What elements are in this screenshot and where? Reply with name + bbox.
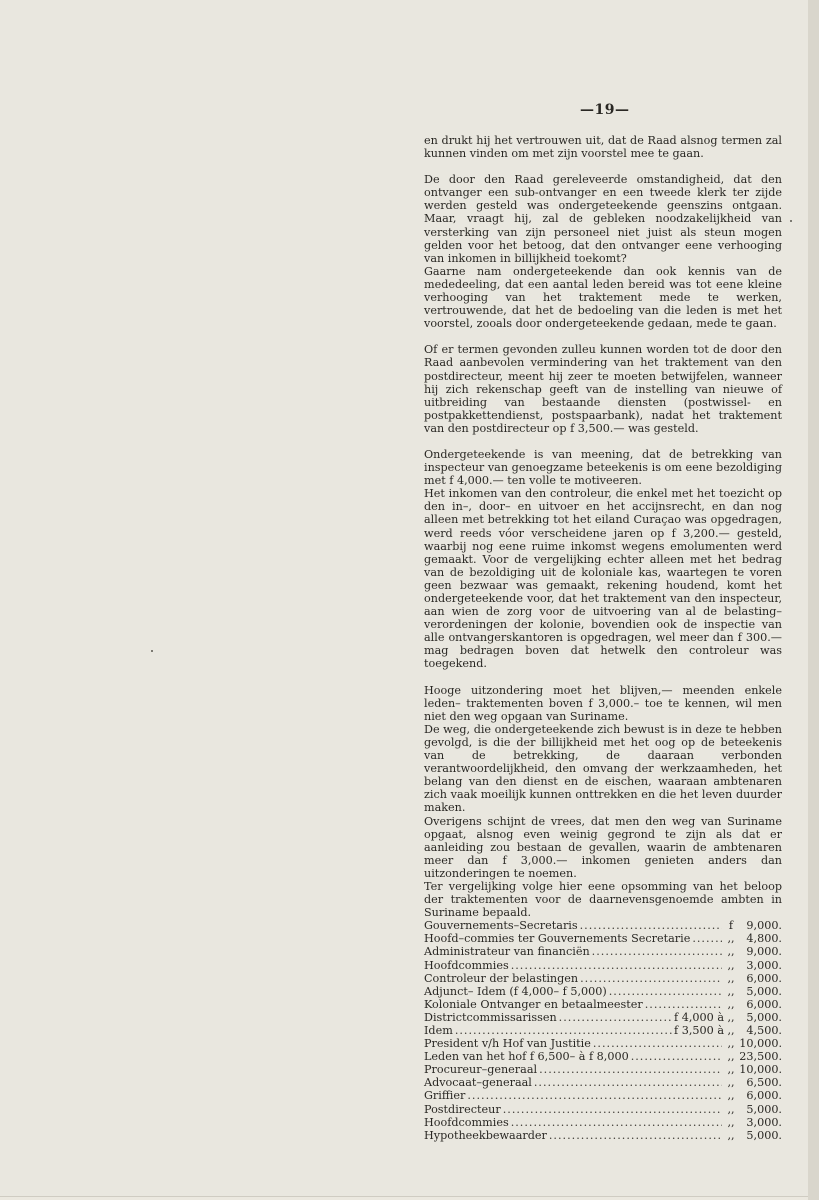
table-row: Hoofd–commies ter Gouvernements Secretarie ..... ,, 4,800. [424,932,782,945]
table-row: Griffier ..... ,, 6,000. [424,1089,782,1102]
table-row: Procureur–generaal ..... ,, 10,000. [424,1063,782,1076]
paragraph: Ondergeteekende is van meening, dat de betrekking van inspecteur van genoegzame beteekenis is om eene bezoldiging met f 4,000.— ten volle te motiveeren. [424,447,782,488]
paragraph: en drukt hij het vertrouwen uit, dat de Raad alsnog termen zal kunnen vinden om met zijn voorstel mee te gaan. [424,134,782,161]
salary-table [424,919,782,1142]
table-row: Koloniale Ontvanger en betaalmeester ..... ,, 6,000. [424,998,782,1011]
table-row: Leden van het hof f 6,500– à f 8,000 ..... ,, 23,500. [424,1050,782,1063]
table-row: President v/h Hof van Justitie ..... ,, 10,000. [424,1037,782,1050]
speck [151,650,153,652]
text-column [424,134,782,1142]
speck [790,220,792,222]
table-row: Gouvernements–Secretaris ..... f 9,000. [424,919,782,932]
paragraph: Gaarne nam ondergeteekende dan ook kennis van de mededeeling, dat een aantal leden bereid was tot eene kleine verhooging van het traktement mede te werken, vertrouwende, dat het de bedoeling van die leden is met het voorstel, zooals door ondergeteekende gedaan, mede te gaan. [424,264,782,331]
table-row: Advocaat–generaal ..... ,, 6,500. [424,1076,782,1089]
paragraph: Ter vergelijking volge hier eene opsomming van het beloop der traktementen voor de daarnevensgenoemde ambten in Suriname bepaald. [424,879,782,920]
paragraph: Het inkomen van den controleur, die enkel met het toezicht op den in–, door– en uitvoer en het accijnsrecht, en dan nog alleen met betrekking tot het eiland Curaçao was opgedragen, werd reeds vóor verscheidene jaren op f 3,200.— gesteld, waarbij nog eene ruime inkomst wegens emolumenten werd gemaakt. Voor de vergelijking echter alleen met het bedrag van de bezoldiging uit de koloniale kas, waartegen te voren geen bezwaar was gemaakt, rekening houdend, komt het ondergeteekende voor, dat het traktement van den inspecteur, aan wien de zorg voor de uitvoering van al de belasting–verordeningen der kolonie, bovendien ook de inspectie van alle ontvangerskantoren is opgedragen, wel meer dan f 300.— mag bedragen boven dat hetwelk den controleur was toegekend. [424,487,782,671]
page-number: —19— [580,102,630,118]
table-row: Idem ..... f 3,500 à ,, 4,500. [424,1024,782,1037]
paragraph: De weg, die ondergeteekende zich bewust is in deze te hebben gevolgd, is die der billijkheid met het oog op de beteekenis van de betrekking, de daaraan verbonden verantwoordelijkheid, den omvang der werkzaamheden, het belang van den dienst en de eischen, waaraan ambtenaren zich vaak moeilijk kunnen onttrekken en die het leven duurder maken. [424,722,782,815]
table-row: Administrateur van financiën ..... ,, 9,000. [424,945,782,958]
page-edge [808,0,819,1200]
table-row: Hoofdcommies ..... ,, 3,000. [424,959,782,972]
table-row: Hypotheekbewaarder ..... ,, 5,000. [424,1129,782,1142]
table-row: Hoofdcommies ..... ,, 3,000. [424,1116,782,1129]
table-row: Districtcommissarissen ..... f 4,000 à ,, 5,000. [424,1011,782,1024]
table-row: Postdirecteur ..... ,, 5,000. [424,1103,782,1116]
table-row: Adjunct– Idem (f 4,000– f 5,000) ..... ,, 5,000. [424,985,782,998]
paragraph: Of er termen gevonden zulleu kunnen worden tot de door den Raad aanbevolen vermindering van het traktement van den postdirecteur, meent hij zeer te moeten betwijfelen, wanneer hij zich rekenschap geeft van de instelling van nieuwe of uitbreiding van bestaande diensten (postwissel- en postpakkettendienst, postspaarbank), nadat het traktement van den postdirecteur op f 3,500.— was gesteld. [424,343,782,435]
table-row: Controleur der belastingen ..... ,, 6,000. [424,972,782,985]
paragraph: Overigens schijnt de vrees, dat men den weg van Suriname opgaat, alsnog even weinig gegrond te zijn als dat er aanleiding zou bestaan de gevallen, waarin de ambtenaren meer dan f 3,000.— inkomen genieten anders dan uitzonderingen te noemen. [424,814,782,880]
paragraph: Hooge uitzondering moet het blijven,— meenden enkele leden– traktementen boven f 3,000.– toe te kennen, wil men niet den weg opgaan van Suriname. [424,683,782,723]
paragraph: De door den Raad gereleveerde omstandigheid, dat den ontvanger een sub-ontvanger en een tweede klerk ter zijde werden gesteld was ondergeteekende geenszins ontgaan. Maar, vraagt hij, zal de gebleken noodzakelijkheid van versterking van zijn personeel niet juist als steun mogen gelden voor het betoog, dat den ontvanger eene verhooging van inkomen in billijkheid toekomt? [424,173,782,265]
